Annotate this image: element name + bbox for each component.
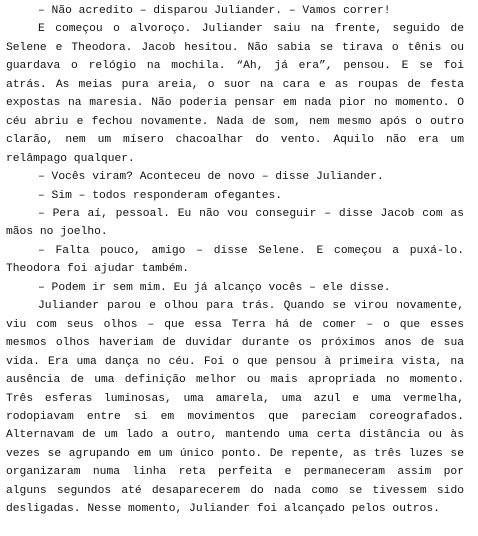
paragraph-5: – Pera aí, pessoal. Eu não vou conseguir – disse Jacob com as mãos no joelho. (6, 207, 464, 239)
paragraph-7: – Podem ir sem mim. Eu já alcanço vocês – ele disse. (38, 281, 391, 294)
paragraph-6: – Falta pouco, amigo – disse Selene. E começou a puxá-lo. Theodora foi ajudar também. (6, 244, 464, 276)
paragraph-3: – Vocês viram? Aconteceu de novo – disse Juliander. (38, 171, 384, 184)
paragraph-8: Juliander parou e olhou para trás. Quando se virou novamente, viu com seus olhos – que essa Terra há de comer – o que esses mesmos olhos haveriam de duvidar durante os próximos anos de sua vida. Era uma dança no céu. Foi o que pensou à primeira vista, na ausência de uma definição melhor ou mais apropriada no momento. Três esferas luminosas, uma amarela, uma azul e uma vermelha, rodopiavam entre si em movimentos que pareciam coreografados. Alternavam de um lado a outro, mantendo uma certa distância ou às vezes se agrupando em um único ponto. De repente, as três luzes se organizaram numa linha reta perfeita e permaneceram assim por alguns segundos até desaparecerem do nada como se tivessem sido desligadas. Nesse momento, Juliander foi alcançado pelos outros. (6, 300, 464, 516)
paragraph-4: – Sim – todos responderam ofegantes. (38, 189, 283, 202)
paragraph-2: E começou o alvoroço. Juliander saiu na frente, seguido de Selene e Theodora. Jacob hesitou. Não sabia se tirava o tênis ou guardava o relógio na mochila. “Ah, já era”, pensou. E se foi atrás. As meias pura areia, o suor na cara e as roupas de festa expostas na maresia. Não poderia pensar em nada pior no momento. O céu abriu e fechou novamente. Nada de som, nem mesmo após o outro clarão, nem um mísero chacoalhar do vento. Aquilo não era um relâmpago qualquer. (6, 23, 464, 165)
paragraph-1: – Não acredito – disparou Juliander. – Vamos correr! (38, 5, 391, 17)
